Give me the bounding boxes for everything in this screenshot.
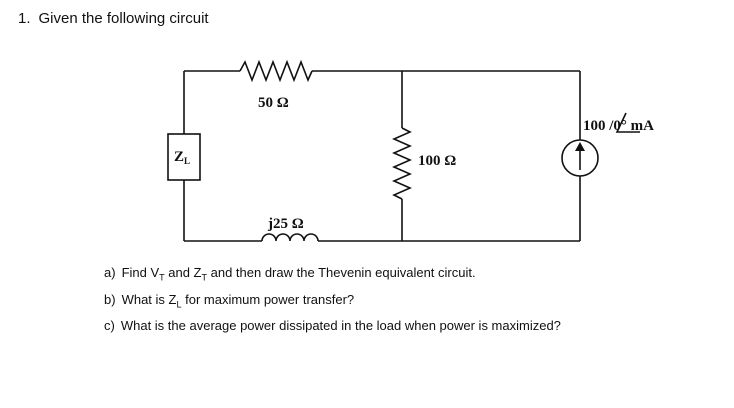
part-b-sub-1: L <box>176 299 182 310</box>
part-c-text: What is the average power dissipated in the load when power is maximized? <box>120 318 561 334</box>
part-b-letter: b) <box>104 291 116 307</box>
resistor-50-zigzag <box>240 62 312 80</box>
load-label <box>174 149 190 166</box>
part-a-sub-2: T <box>201 272 207 283</box>
question-number: 1. <box>18 10 31 27</box>
inductor-coil <box>262 234 318 241</box>
resistor-100-label: 100 Ω <box>418 153 457 169</box>
part-c-letter: c) <box>104 318 115 334</box>
inductor-label: j25 Ω <box>268 216 304 232</box>
part-a-text-1: Find V <box>121 265 160 280</box>
question-text: Given the following circuit <box>38 10 209 27</box>
part-a-text-3: and then draw the Thevenin equivalent circuit. <box>207 265 476 280</box>
load-label-z: Z <box>174 149 185 165</box>
part-a-sub-1: T <box>159 272 165 283</box>
question-parts <box>104 262 561 336</box>
current-arrow-head-icon <box>575 142 585 151</box>
part-c <box>104 315 561 336</box>
part-b <box>104 289 561 316</box>
resistor-50-label: 50 Ω <box>258 95 289 111</box>
part-a-text-2: and Z <box>164 265 202 280</box>
part-a <box>104 262 561 289</box>
resistor-100-zigzag <box>394 128 410 199</box>
part-b-text-2: for maximum power transfer? <box>181 291 355 307</box>
part-b-text-1: What is Z <box>121 291 177 307</box>
part-a-letter: a) <box>104 265 116 280</box>
load-label-sub: L <box>184 156 191 166</box>
source-label: 100 /0° mA <box>583 118 654 134</box>
